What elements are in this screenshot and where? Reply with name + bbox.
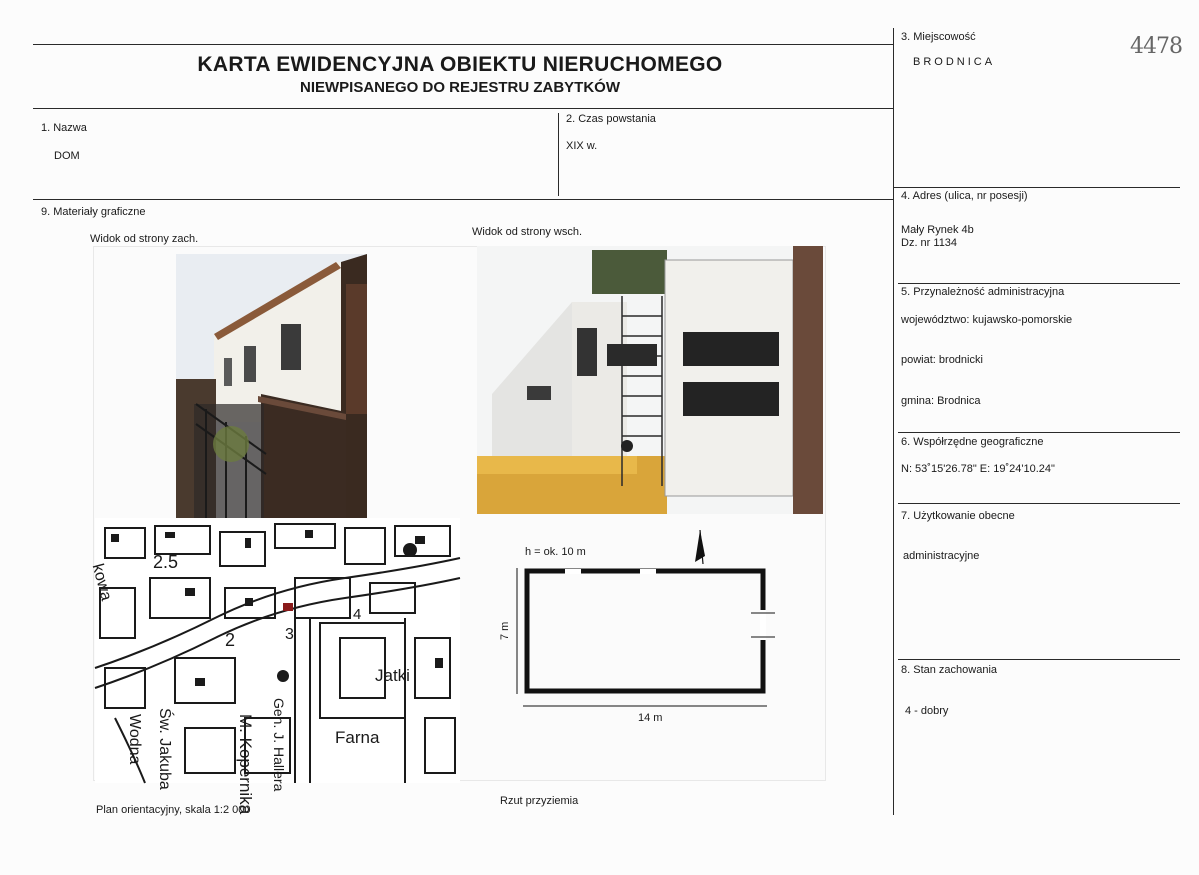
usage-bottom-rule (898, 659, 1180, 660)
height-note: h = ok. 10 m (525, 546, 586, 558)
time-label: 2. Czas powstania (566, 113, 656, 125)
width-dimension: 14 m (638, 712, 663, 724)
commune-value: gmina: Brodnica (901, 395, 981, 407)
map-label-2: 2 (225, 630, 236, 650)
plan-caption: Plan orientacyjny, skala 1:2 000 (96, 804, 251, 816)
depth-dimension: 7 m (499, 621, 511, 640)
title-bottom-rule (33, 108, 893, 109)
admin-label: 5. Przynależność administracyjna (901, 286, 1065, 298)
photo-east-view (477, 246, 823, 514)
place-label: 3. Miejscowość (901, 31, 976, 43)
card-subtitle: NIEWPISANEGO DO REJESTRU ZABYTKÓW (299, 79, 621, 96)
voivodeship-value: województwo: kujawsko-pomorskie (901, 314, 1073, 326)
county-value: powiat: brodnicki (901, 354, 983, 366)
place-bottom-rule (893, 187, 1180, 188)
graphics-label: 9. Materiały graficzne (41, 206, 146, 218)
condition-value: 4 - dobry (905, 705, 949, 717)
map-label-2-5: 2.5 (153, 552, 179, 572)
name-label: 1. Nazwa (41, 122, 87, 134)
name-bottom-rule (33, 199, 893, 200)
coords-bottom-rule (898, 503, 1180, 504)
view-west-caption: Widok od strony zach. (90, 233, 199, 245)
floor-plan (495, 520, 795, 730)
address-bottom-rule (898, 283, 1180, 284)
place-value: BRODNICA (913, 56, 996, 68)
floor-plan-caption: Rzut przyziemia (500, 795, 579, 807)
view-east-caption: Widok od strony wsch. (472, 226, 583, 238)
address-line2: Dz. nr 1134 (901, 237, 958, 249)
coords-label: 6. Współrzędne geograficzne (901, 436, 1044, 448)
coords-value: N: 53˚15'26.78" E: 19˚24'10.24" (901, 463, 1055, 475)
top-rule (33, 44, 893, 45)
address-line1: Mały Rynek 4b (901, 224, 974, 236)
map-label-hallera: Gen. J. Hallera (271, 698, 287, 792)
map-label-sw-jakuba: Św. Jakuba (156, 708, 173, 790)
admin-bottom-rule (898, 432, 1180, 433)
usage-label: 7. Użytkowanie obecne (901, 510, 1015, 522)
condition-label: 8. Stan zachowania (901, 664, 998, 676)
map-label-kowa: kowa (88, 562, 115, 603)
map-label-farna: Farna (335, 728, 380, 747)
map-label-4: 4 (353, 606, 362, 623)
name-time-divider (558, 113, 559, 196)
map-label-jatki: Jatki (375, 666, 410, 685)
card-title: KARTA EWIDENCYJNA OBIEKTU NIERUCHOMEGO (197, 53, 723, 76)
photo-west-view (176, 254, 367, 522)
time-value: XIX w. (566, 140, 598, 152)
name-value: DOM (54, 150, 80, 162)
address-label: 4. Adres (ulica, nr posesji) (901, 190, 1028, 202)
map-label-3: 3 (285, 626, 294, 643)
map-label-wodna: Wodna (126, 714, 143, 765)
right-column-divider (893, 28, 894, 815)
map-label-kopernika: M. Kopernika (236, 714, 255, 815)
handwritten-number: 4478 (1130, 34, 1182, 59)
usage-value: administracyjne (903, 550, 980, 562)
